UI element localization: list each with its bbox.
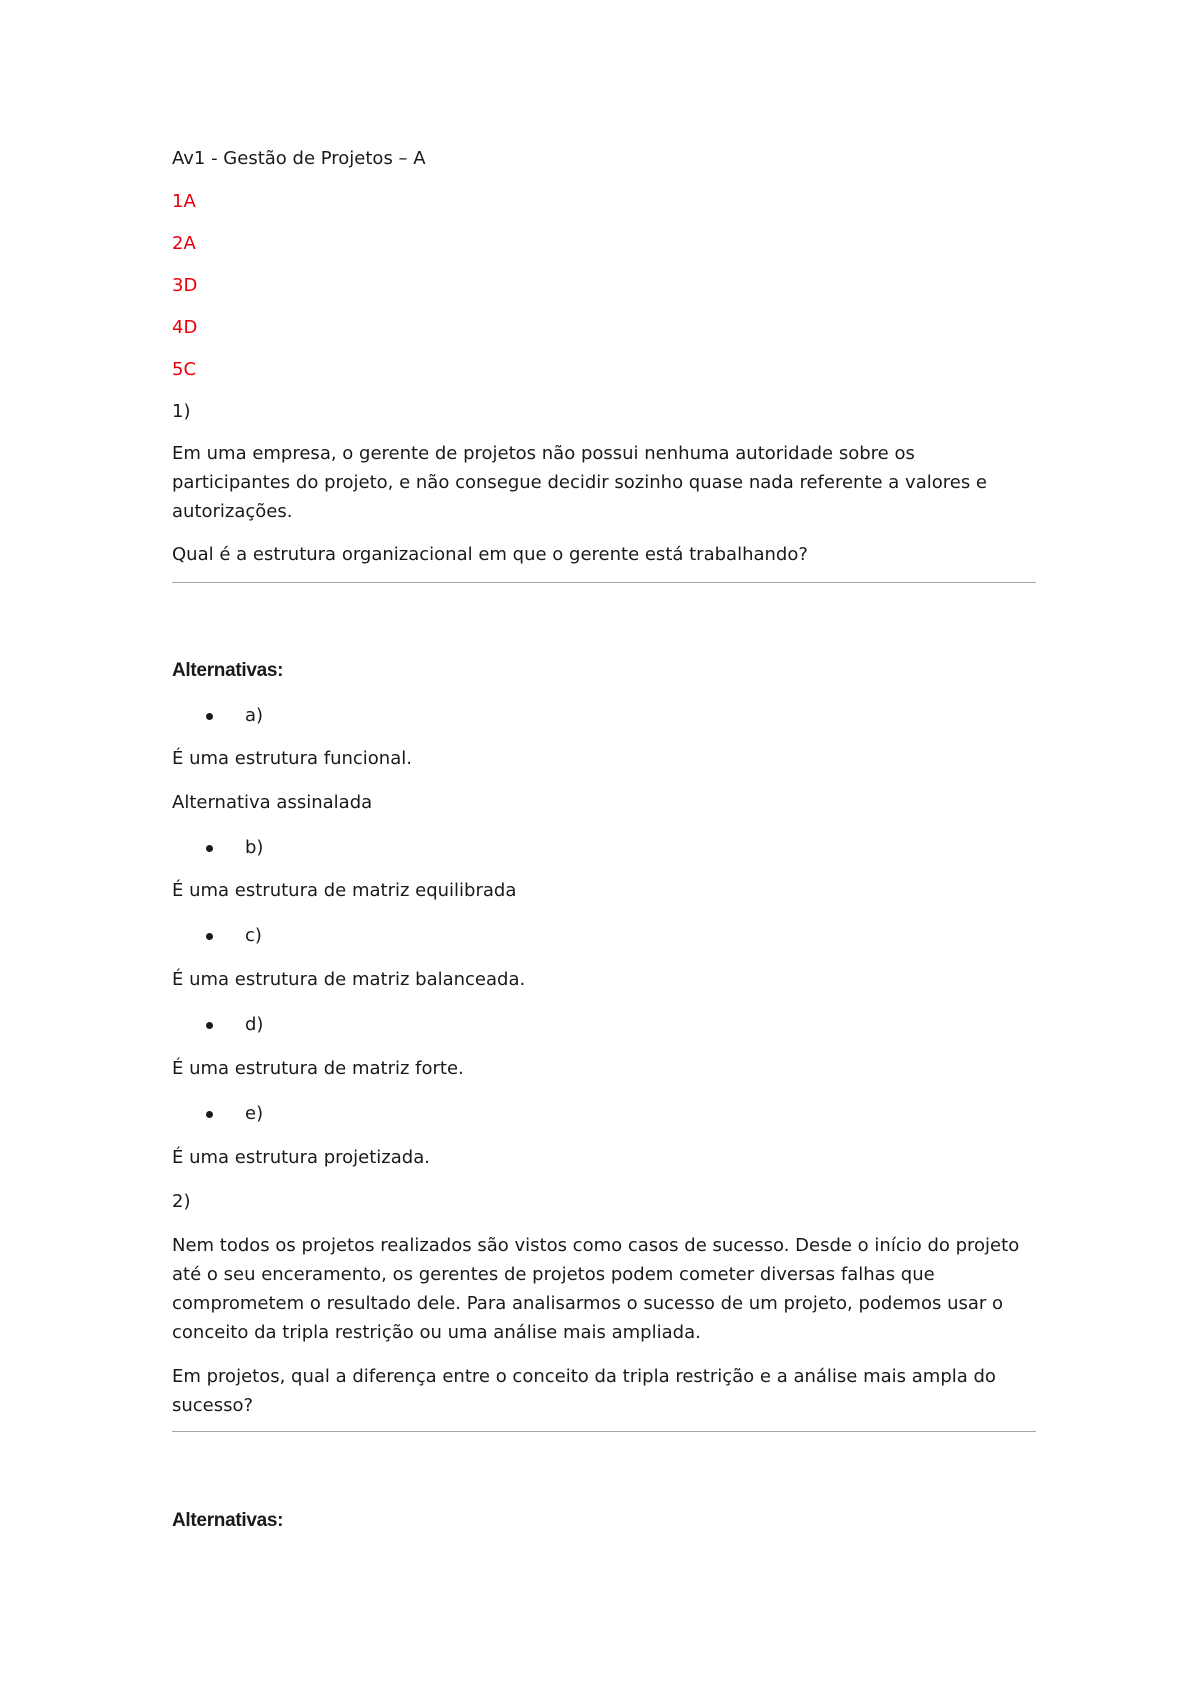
alternatives-heading: Alternativas:: [172, 660, 284, 681]
alternative-text: É uma estrutura projetizada.: [172, 1147, 430, 1168]
alternative-text: É uma estrutura de matriz balanceada.: [172, 969, 526, 990]
answer-key-item: 2A: [172, 233, 196, 254]
bullet-icon: [206, 845, 213, 852]
alternative-label: e): [245, 1103, 264, 1124]
alternative-label: d): [245, 1014, 264, 1035]
answer-key-item: 5C: [172, 359, 197, 380]
question-number: 2): [172, 1191, 191, 1212]
bullet-icon: [206, 933, 213, 940]
bullet-icon: [206, 1022, 213, 1029]
alternative-text: É uma estrutura funcional.: [172, 748, 412, 769]
divider: [172, 582, 1036, 583]
bullet-icon: [206, 713, 213, 720]
question-text-line: até o seu enceramento, os gerentes de projetos podem cometer diversas falhas que: [172, 1264, 935, 1285]
answer-key-item: 1A: [172, 191, 196, 212]
question-text-line: Em uma empresa, o gerente de projetos não possui nenhuma autoridade sobre os: [172, 443, 915, 464]
answer-key-item: 3D: [172, 275, 198, 296]
question-text-line: participantes do projeto, e não consegue decidir sozinho quase nada referente a valores e: [172, 472, 987, 493]
divider: [172, 1431, 1036, 1432]
answer-key-item: 4D: [172, 317, 198, 338]
document-title: Av1 - Gestão de Projetos – A: [172, 148, 426, 169]
alternative-text: É uma estrutura de matriz equilibrada: [172, 880, 517, 901]
selected-alternative-note: Alternativa assinalada: [172, 792, 373, 813]
alternative-label: b): [245, 837, 264, 858]
question-prompt: Qual é a estrutura organizacional em que o gerente está trabalhando?: [172, 544, 808, 565]
bullet-icon: [206, 1111, 213, 1118]
alternative-text: É uma estrutura de matriz forte.: [172, 1058, 464, 1079]
question-text-line: autorizações.: [172, 501, 293, 522]
question-text-line: conceito da tripla restrição ou uma análise mais ampliada.: [172, 1322, 701, 1343]
question-prompt-line: Em projetos, qual a diferença entre o conceito da tripla restrição e a análise mais ampla do: [172, 1366, 996, 1387]
alternative-label: c): [245, 925, 262, 946]
question-number: 1): [172, 401, 191, 422]
question-prompt-line: sucesso?: [172, 1395, 254, 1416]
question-text-line: Nem todos os projetos realizados são vistos como casos de sucesso. Desde o início do projeto: [172, 1235, 1020, 1256]
alternative-label: a): [245, 705, 264, 726]
alternatives-heading: Alternativas:: [172, 1510, 284, 1531]
question-text-line: comprometem o resultado dele. Para analisarmos o sucesso de um projeto, podemos usar o: [172, 1293, 1004, 1314]
